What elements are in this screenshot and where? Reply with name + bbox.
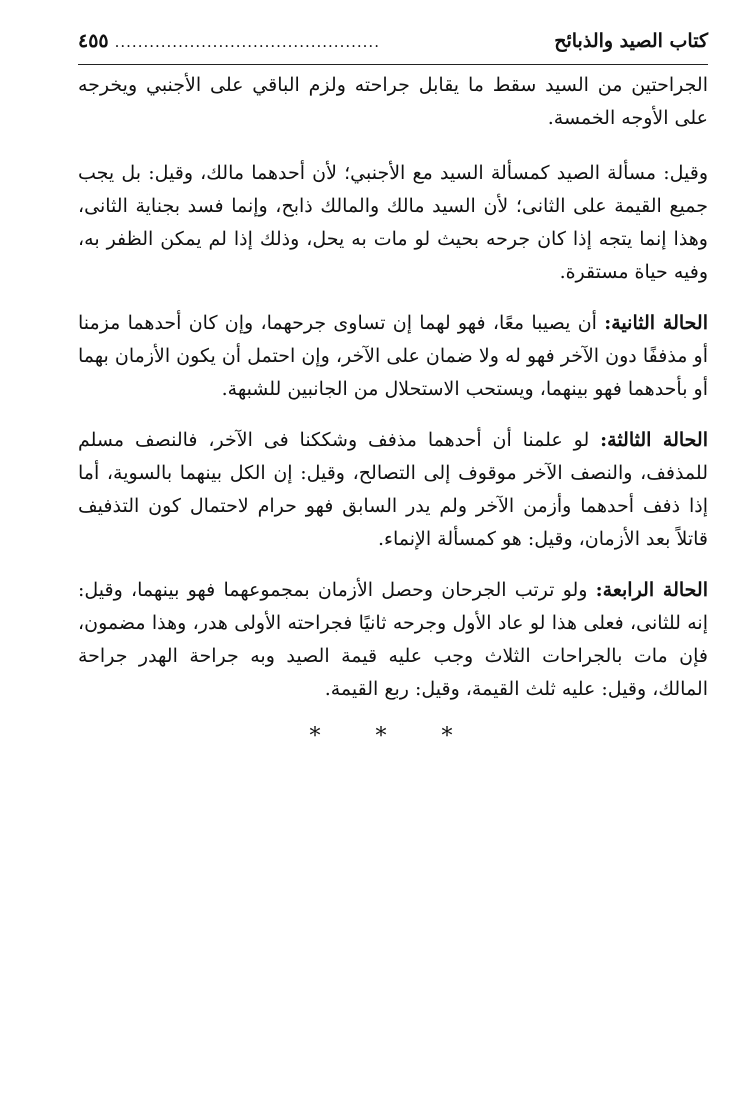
case-two-heading: الحالة الثانية: [604,312,708,334]
case-three-text: لو علمنا أن أحدهما مذفف وشككنا فى الآخر، فالنصف مسلم للمذفف، والنصف الآخر موقوف إلى التصالح، وقيل: إن الكل بينهما بالسوية، أما إذا ذفف أحدهما وأزمن الآخر ولم يدر السابق فهو حرام لاحتمال كون التذفيف قاتلاً بعد الأزمان، وقيل: هو كمسألة الإنماء. [78,429,708,550]
paragraph-2-text: وقيل: مسألة الصيد كمسألة السيد مع الأجنبي؛ لأن أحدهما مالك، وقيل: بل يجب جميع القيمة على الثانى؛ لأن السيد مالك والمالك ذابح، وإنما فسد بجناية الثانى، وهذا إنما يتجه إذا كان جرحه بحيث لو مات به يحل، وذلك إذا لم يمكن الظفر به، وفيه حياة مستقرة. [78,162,708,283]
case-three-heading: الحالة الثالثة: [600,429,708,451]
case-two-text: أن يصيبا معًا، فهو لهما إن تساوى جرحهما، وإن كان أحدهما مزمنا أو مذففًا دون الآخر فهو له ولا ضمان على الآخر، وإن احتمل أن يكون الأزمان بهما أو بأحدهما فهو بينهما، ويستحب الاستحلال من الجانبين للشبهة. [78,312,708,400]
paragraph-case-two [78,307,708,406]
paragraph-case-four [78,574,708,706]
leader-dots: .............................................. [114,33,380,51]
paragraph-1 [78,69,708,135]
case-four-text: ولو ترتب الجرحان وحصل الأزمان بمجموعهما فهو بينهما، وقيل: إنه للثانى، فعلى هذا لو عاد الأول وجرحه ثانيًا فجراحته الأولى هدر، وهذا مضمون، فإن مات بالجراحات الثلاث وجب عليه قيمة الصيد وبه جراحة الهدر جراحة المالك، وقيل: عليه ثلث القيمة، وقيل: ربع القيمة. [78,579,708,700]
document-page [78,30,708,749]
paragraph-2 [78,157,708,289]
running-header [78,30,708,65]
paragraph-1-text: الجراحتين من السيد سقط ما يقابل جراحته ولزم الباقي على الأجنبي ويخرجه على الأوجه الخمسة. [78,74,708,129]
section-end-ornament: * * * [309,724,477,749]
page-number: ٤٥٥ [78,30,109,52]
book-title: كتاب الصيد والذبائح [554,30,708,52]
paragraph-case-three [78,424,708,556]
case-four-heading: الحالة الرابعة: [595,579,708,601]
